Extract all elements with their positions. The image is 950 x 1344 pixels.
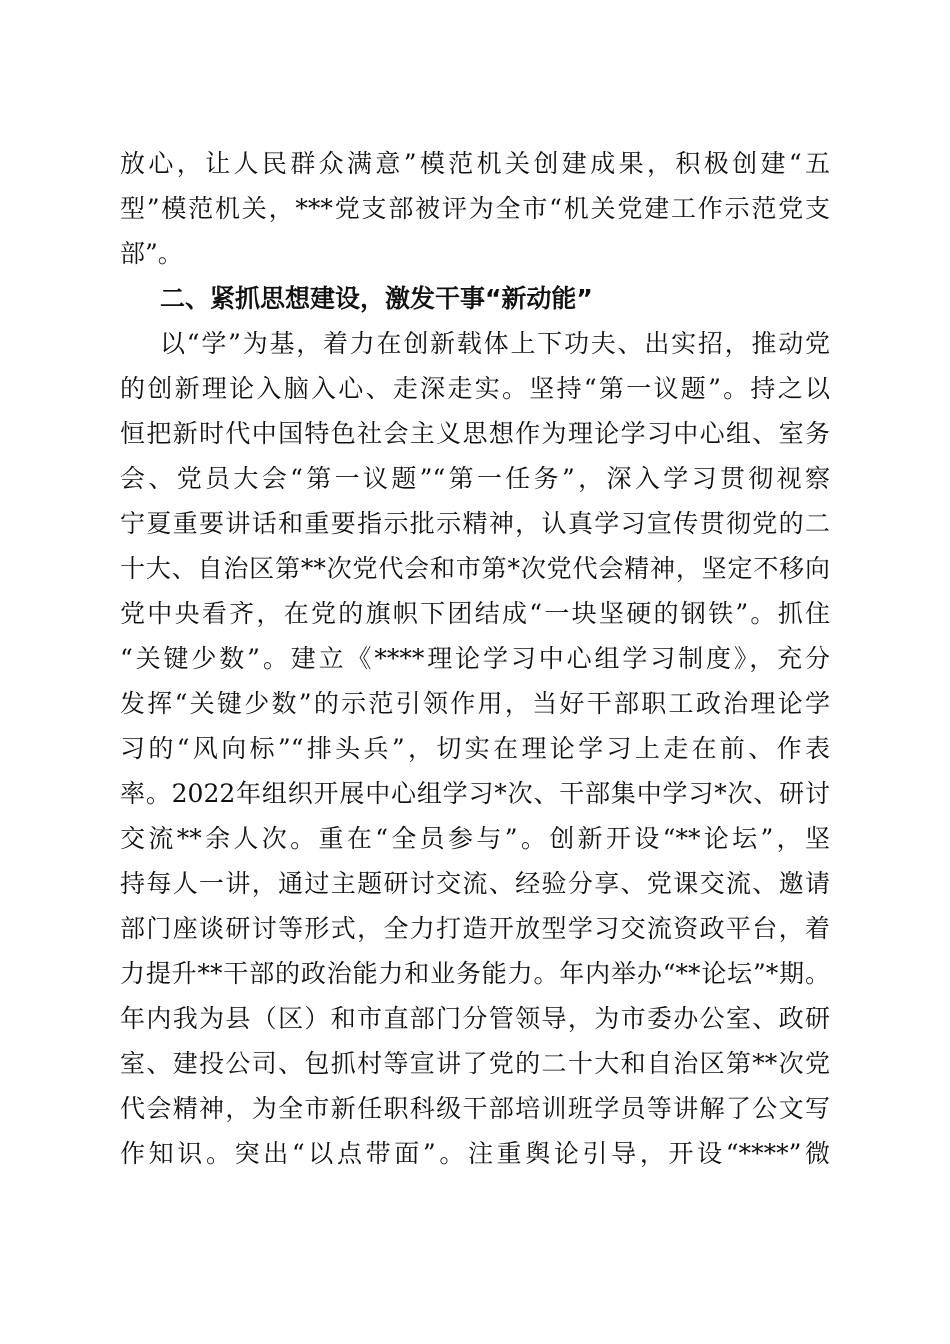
text-line: 代会精神，为全市新任职科级干部培训班学员等讲解了公文写	[120, 1094, 830, 1123]
text-line: 型”模范机关，***党支部被评为全市“机关党建工作示范党支	[120, 194, 830, 223]
text-line: 作知识。突出“以点带面”。注重舆论引导，开设“****”微	[120, 1139, 830, 1168]
text-line: 率。2022年组织开展中心组学习*次、干部集中学习*次、研讨	[120, 779, 830, 808]
text-line: 持每人一讲，通过主题研讨交流、经验分享、党课交流、邀请	[120, 869, 830, 898]
text-line: 部门座谈研讨等形式，全力打造开放型学习交流资政平台，着	[120, 914, 830, 943]
text-line: 室、建投公司、包抓村等宣讲了党的二十大和自治区第**次党	[120, 1049, 830, 1078]
text-line: 十大、自治区第**次党代会和市第*次党代会精神，坚定不移向	[120, 554, 830, 583]
text-line: 交流**余人次。重在“全员参与”。创新开设“**论坛”，坚	[120, 824, 830, 853]
text-line: 部”。	[120, 239, 183, 268]
text-line: 以“学”为基，着力在创新载体上下功夫、出实招，推动党	[160, 329, 830, 358]
text-line: 的创新理论入脑入心、走深走实。坚持“第一议题”。持之以	[120, 374, 830, 403]
text-line: 年内我为县（区）和市直部门分管领导，为市委办公室、政研	[120, 1004, 830, 1033]
text-line: 放心，让人民群众满意”模范机关创建成果，积极创建“五	[120, 149, 830, 178]
text-line: “关键少数”。建立《****理论学习中心组学习制度》，充分	[120, 644, 830, 673]
section-heading: 二、紧抓思想建设，激发干事“新动能”	[160, 284, 593, 313]
text-line: 力提升**干部的政治能力和业务能力。年内举办“**论坛”*期。	[120, 959, 830, 988]
text-line: 恒把新时代中国特色社会主义思想作为理论学习中心组、室务	[120, 419, 830, 448]
text-line: 宁夏重要讲话和重要指示批示精神，认真学习宣传贯彻党的二	[120, 509, 830, 538]
text-line: 会、党员大会“第一议题”“第一任务”，深入学习贯彻视察	[120, 464, 830, 493]
text-line: 习的“风向标”“排头兵”，切实在理论学习上走在前、作表	[120, 734, 830, 763]
text-line: 党中央看齐，在党的旗帜下团结成“一块坚硬的钢铁”。抓住	[120, 599, 830, 628]
text-line: 发挥“关键少数”的示范引领作用，当好干部职工政治理论学	[120, 689, 830, 718]
